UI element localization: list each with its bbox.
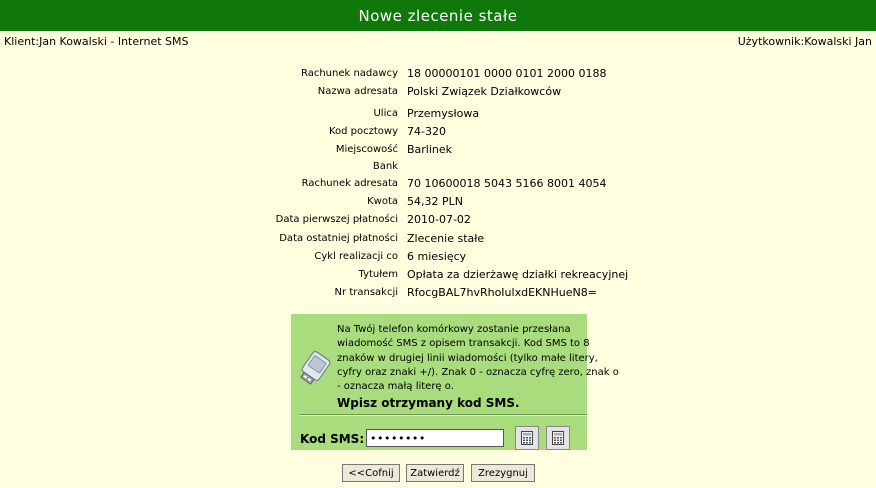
value-last-payment: Zlecenie stałe bbox=[407, 232, 485, 245]
calculator-button[interactable] bbox=[546, 426, 570, 450]
value-recipient-name: Polski Związek Działkowców bbox=[407, 85, 562, 98]
row-city bbox=[0, 142, 876, 158]
label-recipient-account: Rachunek adresata bbox=[301, 178, 398, 189]
row-first-payment bbox=[0, 212, 876, 228]
row-amount bbox=[0, 194, 876, 210]
row-title bbox=[0, 267, 876, 283]
virtual-keyboard-button[interactable] bbox=[515, 426, 539, 450]
value-title: Opłata za dzierżawę działki rekreacyjnej bbox=[407, 268, 629, 281]
label-bank: Bank bbox=[372, 161, 398, 172]
back-button[interactable]: <<Cofnij bbox=[342, 464, 400, 482]
sms-info-text bbox=[337, 323, 619, 394]
label-title: Tytułem bbox=[358, 269, 398, 280]
value-amount: 54,32 PLN bbox=[407, 195, 463, 208]
row-postal-code bbox=[0, 124, 876, 140]
client-info: Klient:Jan Kowalski - Internet SMS bbox=[4, 35, 189, 48]
label-sender-account: Rachunek nadawcy bbox=[300, 68, 398, 79]
label-recipient-name: Nazwa adresata bbox=[317, 86, 398, 97]
row-sender-account bbox=[0, 66, 876, 82]
user-info: Użytkownik:Kowalski Jan bbox=[737, 35, 872, 48]
value-recipient-account: 70 10600018 5043 5166 8001 4054 bbox=[407, 177, 607, 190]
usb-key-icon bbox=[299, 348, 333, 384]
sms-prompt: Wpisz otrzymany kod SMS. bbox=[337, 396, 520, 410]
sms-info-line: - oznacza małą literę o. bbox=[337, 381, 454, 393]
row-transaction-id bbox=[0, 285, 876, 301]
label-amount: Kwota bbox=[367, 196, 398, 207]
label-street: Ulica bbox=[373, 108, 398, 119]
row-bank bbox=[0, 159, 876, 175]
value-city: Barlinek bbox=[407, 143, 453, 156]
divider bbox=[299, 414, 587, 416]
sms-authorization-panel bbox=[291, 314, 619, 450]
row-recipient-account bbox=[0, 176, 876, 192]
sms-info-line: znaków w drugiej linii wiadomości (tylko małe litery, bbox=[337, 352, 598, 364]
row-recipient-name bbox=[0, 84, 876, 100]
row-last-payment bbox=[0, 231, 876, 247]
sms-code-label: Kod SMS: bbox=[300, 432, 365, 446]
sms-code-input[interactable] bbox=[366, 429, 504, 447]
sms-info-line: Na Twój telefon komórkowy zostanie przesłana bbox=[337, 324, 571, 335]
sms-info-line: cyfry oraz znaki +/). Znak 0 - oznacza cyfrę zero, znak o bbox=[337, 366, 619, 378]
keyboard-icon bbox=[521, 431, 533, 445]
label-transaction-id: Nr transakcji bbox=[334, 287, 398, 298]
label-city: Miejscowość bbox=[335, 144, 398, 155]
value-sender-account: 18 00000101 0000 0101 2000 0188 bbox=[407, 67, 607, 80]
value-street: Przemysłowa bbox=[407, 107, 480, 120]
label-cycle: Cykl realizacji co bbox=[314, 251, 398, 262]
value-postal-code: 74-320 bbox=[407, 125, 446, 138]
row-street bbox=[0, 106, 876, 122]
label-postal-code: Kod pocztowy bbox=[328, 126, 398, 137]
confirm-button[interactable]: Zatwierdź bbox=[406, 464, 464, 482]
calculator-icon bbox=[552, 431, 564, 445]
value-cycle: 6 miesięcy bbox=[407, 250, 467, 263]
cancel-button[interactable]: Zrezygnuj bbox=[471, 464, 535, 482]
sms-info-line: wiadomość SMS z opisem transakcji. Kod SMS to 8 bbox=[337, 338, 590, 350]
label-first-payment: Data pierwszej płatności bbox=[275, 214, 398, 225]
value-transaction-id: RfocgBAL7hvRhoIulxdEKNHueN8= bbox=[407, 286, 597, 299]
page-title: Nowe zlecenie stałe bbox=[358, 6, 518, 25]
page-title-bar bbox=[0, 0, 876, 31]
row-cycle bbox=[0, 249, 876, 265]
label-last-payment: Data ostatniej płatności bbox=[279, 233, 398, 244]
value-first-payment: 2010-07-02 bbox=[407, 213, 471, 226]
